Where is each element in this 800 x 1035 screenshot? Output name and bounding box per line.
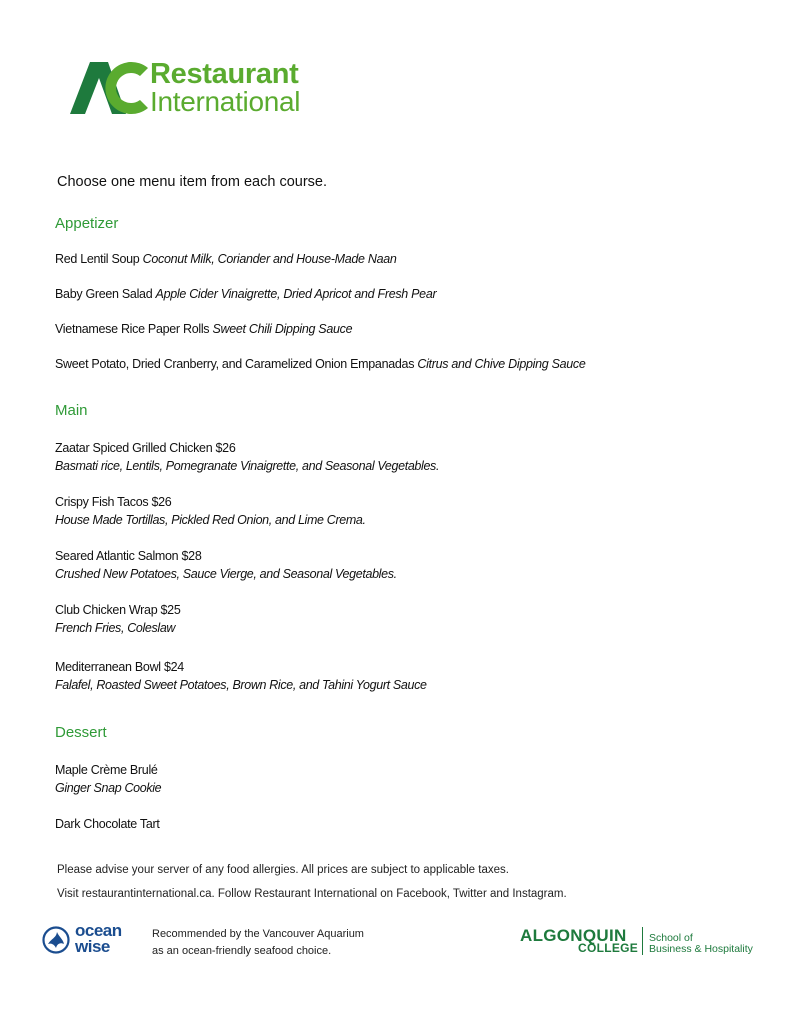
menu-item-name: Mediterranean Bowl $24	[55, 660, 184, 674]
algonquin-college-logo	[520, 927, 760, 957]
menu-item-description: Basmati rice, Lentils, Pomegranate Vinaigrette, and Seasonal Vegetables.	[55, 459, 440, 473]
menu-item-name: Crispy Fish Tacos $26	[55, 495, 172, 509]
course-title-main: Main	[55, 402, 88, 419]
menu-item-name: Red Lentil Soup	[55, 252, 140, 266]
menu-item-description: Crushed New Potatoes, Sauce Vierge, and Seasonal Vegetables.	[55, 567, 397, 581]
menu-item-description: Falafel, Roasted Sweet Potatoes, Brown Rice, and Tahini Yogurt Sauce	[55, 678, 427, 692]
logo-name-line1: Restaurant	[150, 58, 299, 90]
college-word: COLLEGE	[578, 941, 639, 955]
ocean-wise-text-line1: Recommended by the Vancouver Aquarium	[152, 928, 364, 940]
menu-item-description: Sweet Chili Dipping Sauce	[212, 322, 353, 336]
school-line2: Business & Hospitality	[649, 943, 753, 955]
menu-item-name: Sweet Potato, Dried Cranberry, and Caramelized Onion Empanadas	[55, 357, 415, 371]
menu-item-name: Baby Green Salad	[55, 287, 153, 301]
menu-item	[55, 322, 352, 336]
ocean-wise-logo	[42, 921, 137, 956]
algonquin-word: ALGONQUIN	[520, 926, 627, 945]
menu-item-name: Club Chicken Wrap $25	[55, 603, 181, 617]
allergy-note: Please advise your server of any food allergies. All prices are subject to applicable taxes.	[57, 864, 509, 876]
visit-note: Visit restaurantinternational.ca. Follow Restaurant International on Facebook, Twitter and Instagram.	[57, 888, 567, 900]
menu-item-name: Vietnamese Rice Paper Rolls	[55, 322, 210, 336]
menu-item-description: Citrus and Chive Dipping Sauce	[417, 357, 586, 371]
ocean-wise-text-line2: as an ocean-friendly seafood choice.	[152, 945, 332, 957]
ac-logo-icon	[68, 58, 152, 118]
restaurant-logo	[68, 58, 368, 122]
ocean-wise-word1: ocean	[75, 921, 122, 940]
menu-item-name: Dark Chocolate Tart	[55, 817, 160, 831]
course-title-dessert: Dessert	[55, 724, 107, 741]
ocean-wise-icon	[42, 926, 70, 954]
menu-item	[55, 287, 436, 301]
ocean-wise-word2: wise	[75, 937, 110, 956]
menu-item	[55, 252, 397, 266]
logo-divider	[642, 927, 643, 955]
menu-item-description: French Fries, Coleslaw	[55, 621, 176, 635]
menu-item-name: Maple Crème Brulé	[55, 763, 158, 777]
menu-item	[55, 357, 586, 371]
school-line1: School of	[649, 932, 693, 944]
menu-item-description: Apple Cider Vinaigrette, Dried Apricot and Fresh Pear	[155, 287, 437, 301]
menu-item-description: Ginger Snap Cookie	[55, 781, 162, 795]
logo-name-line2: International	[150, 86, 301, 117]
menu-item-description: Coconut Milk, Coriander and House-Made Naan	[142, 252, 397, 266]
menu-item-name: Zaatar Spiced Grilled Chicken $26	[55, 441, 236, 455]
course-title-appetizer: Appetizer	[55, 215, 119, 232]
menu-item-name: Seared Atlantic Salmon $28	[55, 549, 202, 563]
menu-instructions: Choose one menu item from each course.	[57, 174, 327, 190]
menu-item-description: House Made Tortillas, Pickled Red Onion, and Lime Crema.	[55, 513, 366, 527]
